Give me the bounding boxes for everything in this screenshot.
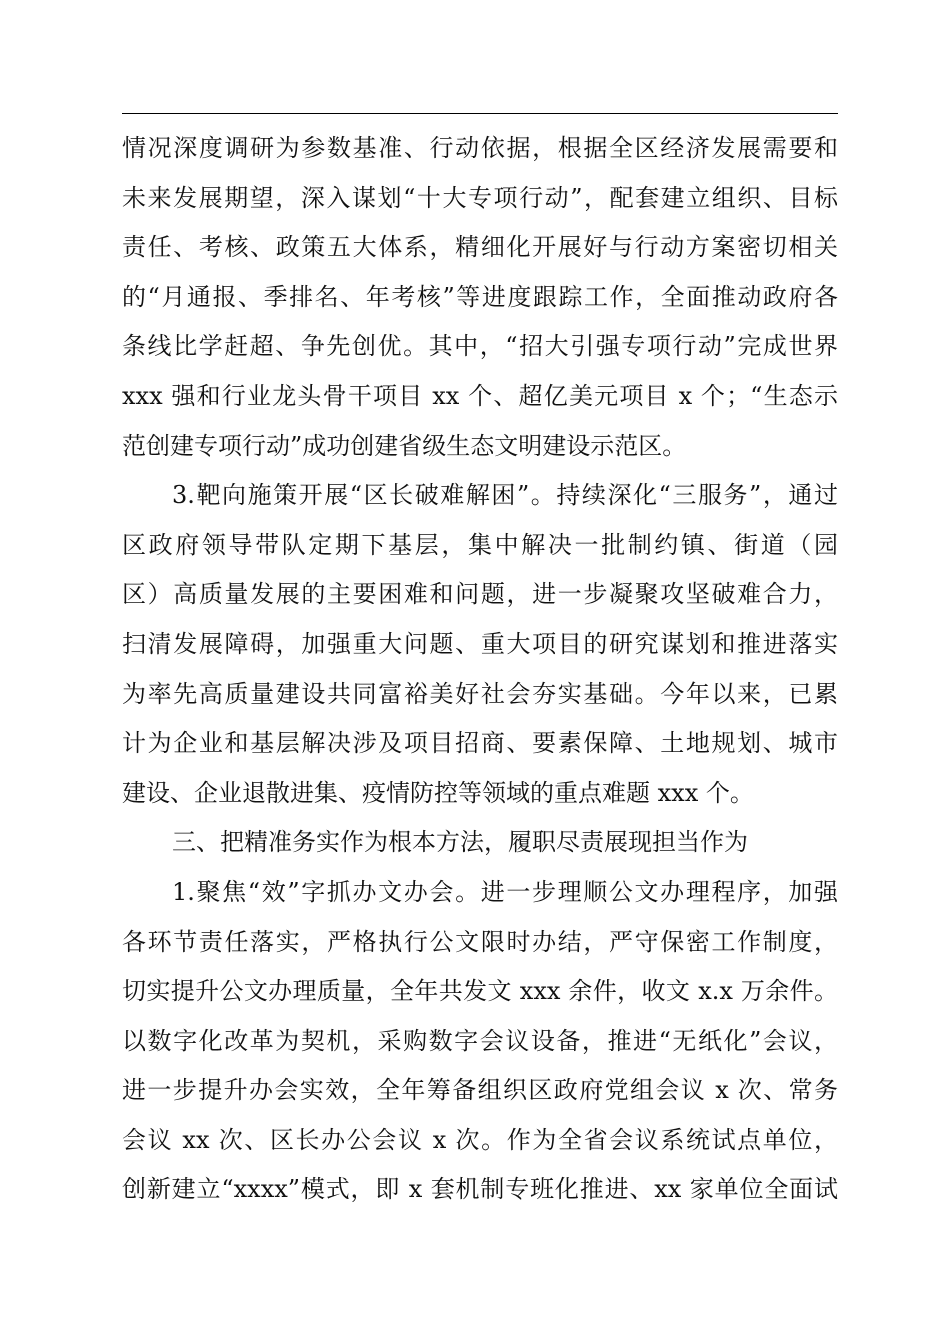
header-rule (122, 113, 838, 114)
paragraph-line: 区政府领导带队定期下基层，集中解决一批制约镇、街道（园 (122, 530, 838, 559)
paragraph-line: 未来发展期望，深入谋划“十大专项行动”，配套建立组织、目标 (122, 183, 838, 212)
paragraph-line: xxx 强和行业龙头骨干项目 xx 个、超亿美元项目 x 个；“生态示 (122, 381, 838, 410)
paragraph-line: 各环节责任落实，严格执行公文限时办结，严守保密工作制度， (122, 927, 838, 956)
section-heading: 三、把精准务实作为根本方法，履职尽责展现担当作为 (172, 828, 748, 857)
item-heading-line: 3.靶向施策开展“区长破难解困”。持续深化“三服务”，通过 (172, 481, 838, 510)
paragraph-line: 进一步提升办会实效，全年筹备组织区政府党组会议 x 次、常务 (122, 1076, 838, 1105)
item-heading-line: 1.聚焦“效”字抓办文办会。进一步理顺公文办理程序，加强 (172, 877, 838, 906)
paragraph-line: 扫清发展障碍，加强重大问题、重大项目的研究谋划和推进落实 (122, 629, 838, 658)
paragraph-line: 的“月通报、季排名、年考核”等进度跟踪工作，全面推动政府各 (122, 282, 838, 311)
paragraph-line: 会议 xx 次、区长办公会议 x 次。作为全省会议系统试点单位， (122, 1125, 838, 1154)
paragraph-line: 为率先高质量建设共同富裕美好社会夯实基础。今年以来，已累 (122, 679, 838, 708)
paragraph-line: 切实提升公文办理质量，全年共发文 xxx 余件，收文 x.x 万余件。 (122, 977, 838, 1006)
paragraph-line: 责任、考核、政策五大体系，精细化开展好与行动方案密切相关 (122, 233, 838, 262)
paragraph-line: 区）高质量发展的主要困难和问题，进一步凝聚攻坚破难合力， (122, 580, 838, 609)
paragraph-line: 范创建专项行动”成功创建省级生态文明建设示范区。 (122, 431, 687, 460)
paragraph-line: 建设、企业退散进集、疫情防控等领域的重点难题 xxx 个。 (122, 778, 754, 807)
document-body (122, 124, 838, 1215)
paragraph-line: 创新建立“xxxx”模式，即 x 套机制专班化推进、xx 家单位全面试 (122, 1175, 838, 1204)
paragraph-line: 条线比学赶超、争先创优。其中，“招大引强专项行动”完成世界 (122, 332, 838, 361)
paragraph-line: 以数字化改革为契机，采购数字会议设备，推进“无纸化”会议， (122, 1026, 838, 1055)
paragraph-line: 计为企业和基层解决涉及项目招商、要素保障、土地规划、城市 (122, 729, 838, 758)
paragraph-line: 情况深度调研为参数基准、行动依据，根据全区经济发展需要和 (122, 134, 838, 162)
